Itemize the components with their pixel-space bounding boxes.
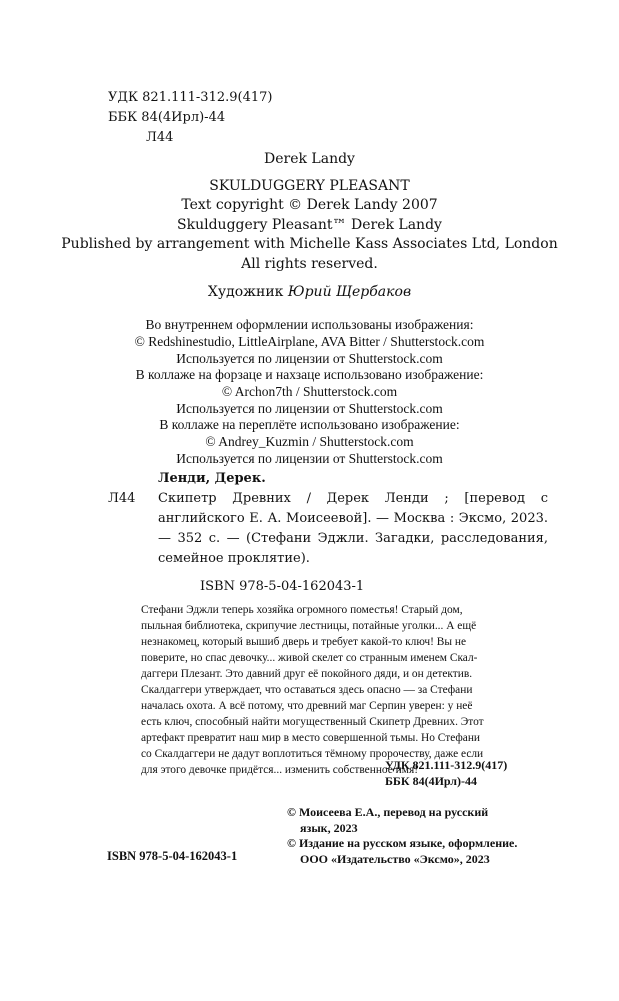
annotation-line: пыльная библиотека, скрипучие лестницы, потайные уголки... А ещё xyxy=(141,620,477,632)
annotation-line: есть ключ, способный найти могущественный Скипетр Древних. Этот xyxy=(141,716,484,728)
bbk-code-bottom: ББК 84(4Ирл)-44 xyxy=(385,774,477,788)
biblio-heading: Ленди, Дерек. xyxy=(158,471,266,486)
edition-copyright-cont: ООО «Издательство «Эксмо», 2023 xyxy=(300,851,490,866)
bibliographic-entry xyxy=(108,469,548,597)
classification-bottom xyxy=(385,757,507,789)
annotation-line: Скалдаггери утверждает, что оставаться здесь опасно — за Стефани xyxy=(141,684,473,696)
copyright-notices xyxy=(287,805,517,867)
annotation-line: незнакомец, который вышиб дверь и требует какой-то ключ! Вы не xyxy=(141,636,467,648)
annotation-line: артефакт превратит наш мир в место совершенной тьмы. Но Стефани xyxy=(141,732,481,744)
credits-block-3 xyxy=(0,416,619,467)
translation-copyright-cont: язык, 2023 xyxy=(300,820,358,835)
illustrator-label: Художник xyxy=(207,284,284,300)
annotation-line: со Скалдаггери не дадут воплотиться тёмному пророчеству, даже если xyxy=(141,748,484,760)
classification-top xyxy=(108,88,272,148)
rights-reserved-line: All rights reserved. xyxy=(241,255,378,272)
credit-line: © Redshinestudio, LittleAirplane, AVA Bitter / Shutterstock.com xyxy=(134,334,485,349)
credit-line: © Archon7th / Shutterstock.com xyxy=(221,384,398,399)
illustrator-name: Юрий Щербаков xyxy=(287,284,412,300)
credit-line: Во внутреннем оформлении использованы изображения: xyxy=(145,317,474,332)
biblio-description: Скипетр Древних / Дерек Ленди ; [перевод с английского Е. А. Моисеевой]. — Москва : Эксмо, 2023. — 352 с. — (Стефани Эджли. Загадки, расследования, семейное проклятие). xyxy=(158,491,548,566)
biblio-row xyxy=(108,489,548,569)
original-author: Derek Landy xyxy=(264,151,355,167)
credit-line: В коллаже на форзаце и нахзаце использовано изображение: xyxy=(135,367,484,382)
udk-code-bottom: УДК 821.111-312.9(417) xyxy=(385,758,508,772)
credits-block-1 xyxy=(0,316,619,367)
annotation xyxy=(141,602,506,778)
credit-line: Используется по лицензии от Shutterstock.com xyxy=(176,351,443,366)
copyright-line: Text copyright © Derek Landy 2007 xyxy=(181,197,438,213)
annotation-line: даггери Плезант. Это давний друг её покойного дяди, и он детектив. xyxy=(141,668,473,680)
isbn-bottom: ISBN 978-5-04-162043-1 xyxy=(107,849,238,863)
bbk-code: ББК 84(4Ирл)-44 xyxy=(108,110,226,125)
annotation-line: поверите, но спас девочку... живой скелет со странным именем Скал- xyxy=(141,652,478,664)
illustrator xyxy=(0,282,619,302)
biblio-sign: Л44 xyxy=(108,491,136,506)
credit-line: Используется по лицензии от Shutterstock.com xyxy=(176,451,443,466)
edition-copyright: © Издание на русском языке, оформление. xyxy=(287,836,518,850)
original-rights xyxy=(0,196,619,274)
credits-block-2 xyxy=(0,366,619,417)
original-title: SKULDUGGERY PLEASANT xyxy=(209,178,410,194)
udk-code: УДК 821.111-312.9(417) xyxy=(108,90,273,105)
author-sign: Л44 xyxy=(146,130,174,145)
biblio-isbn: ISBN 978-5-04-162043-1 xyxy=(200,579,365,594)
credit-line: В коллаже на переплёте использовано изображение: xyxy=(159,417,460,432)
arrangement-line: Published by arrangement with Michelle Kass Associates Ltd, London xyxy=(61,236,558,252)
credit-line: Используется по лицензии от Shutterstock.com xyxy=(176,401,443,416)
translation-copyright: © Моисеева Е.А., перевод на русский xyxy=(287,805,489,819)
credit-line: © Andrey_Kuzmin / Shutterstock.com xyxy=(205,434,414,449)
annotation-line: для этого девочке придётся... изменить собственное имя! xyxy=(141,764,419,776)
annotation-line: Стефани Эджли теперь хозяйка огромного поместья! Старый дом, xyxy=(141,604,463,616)
annotation-line: началась охота. А всё потому, что древний маг Серпин уверен: у неё xyxy=(141,700,473,712)
trademark-line: Skulduggery Pleasant™ Derek Landy xyxy=(177,216,442,233)
